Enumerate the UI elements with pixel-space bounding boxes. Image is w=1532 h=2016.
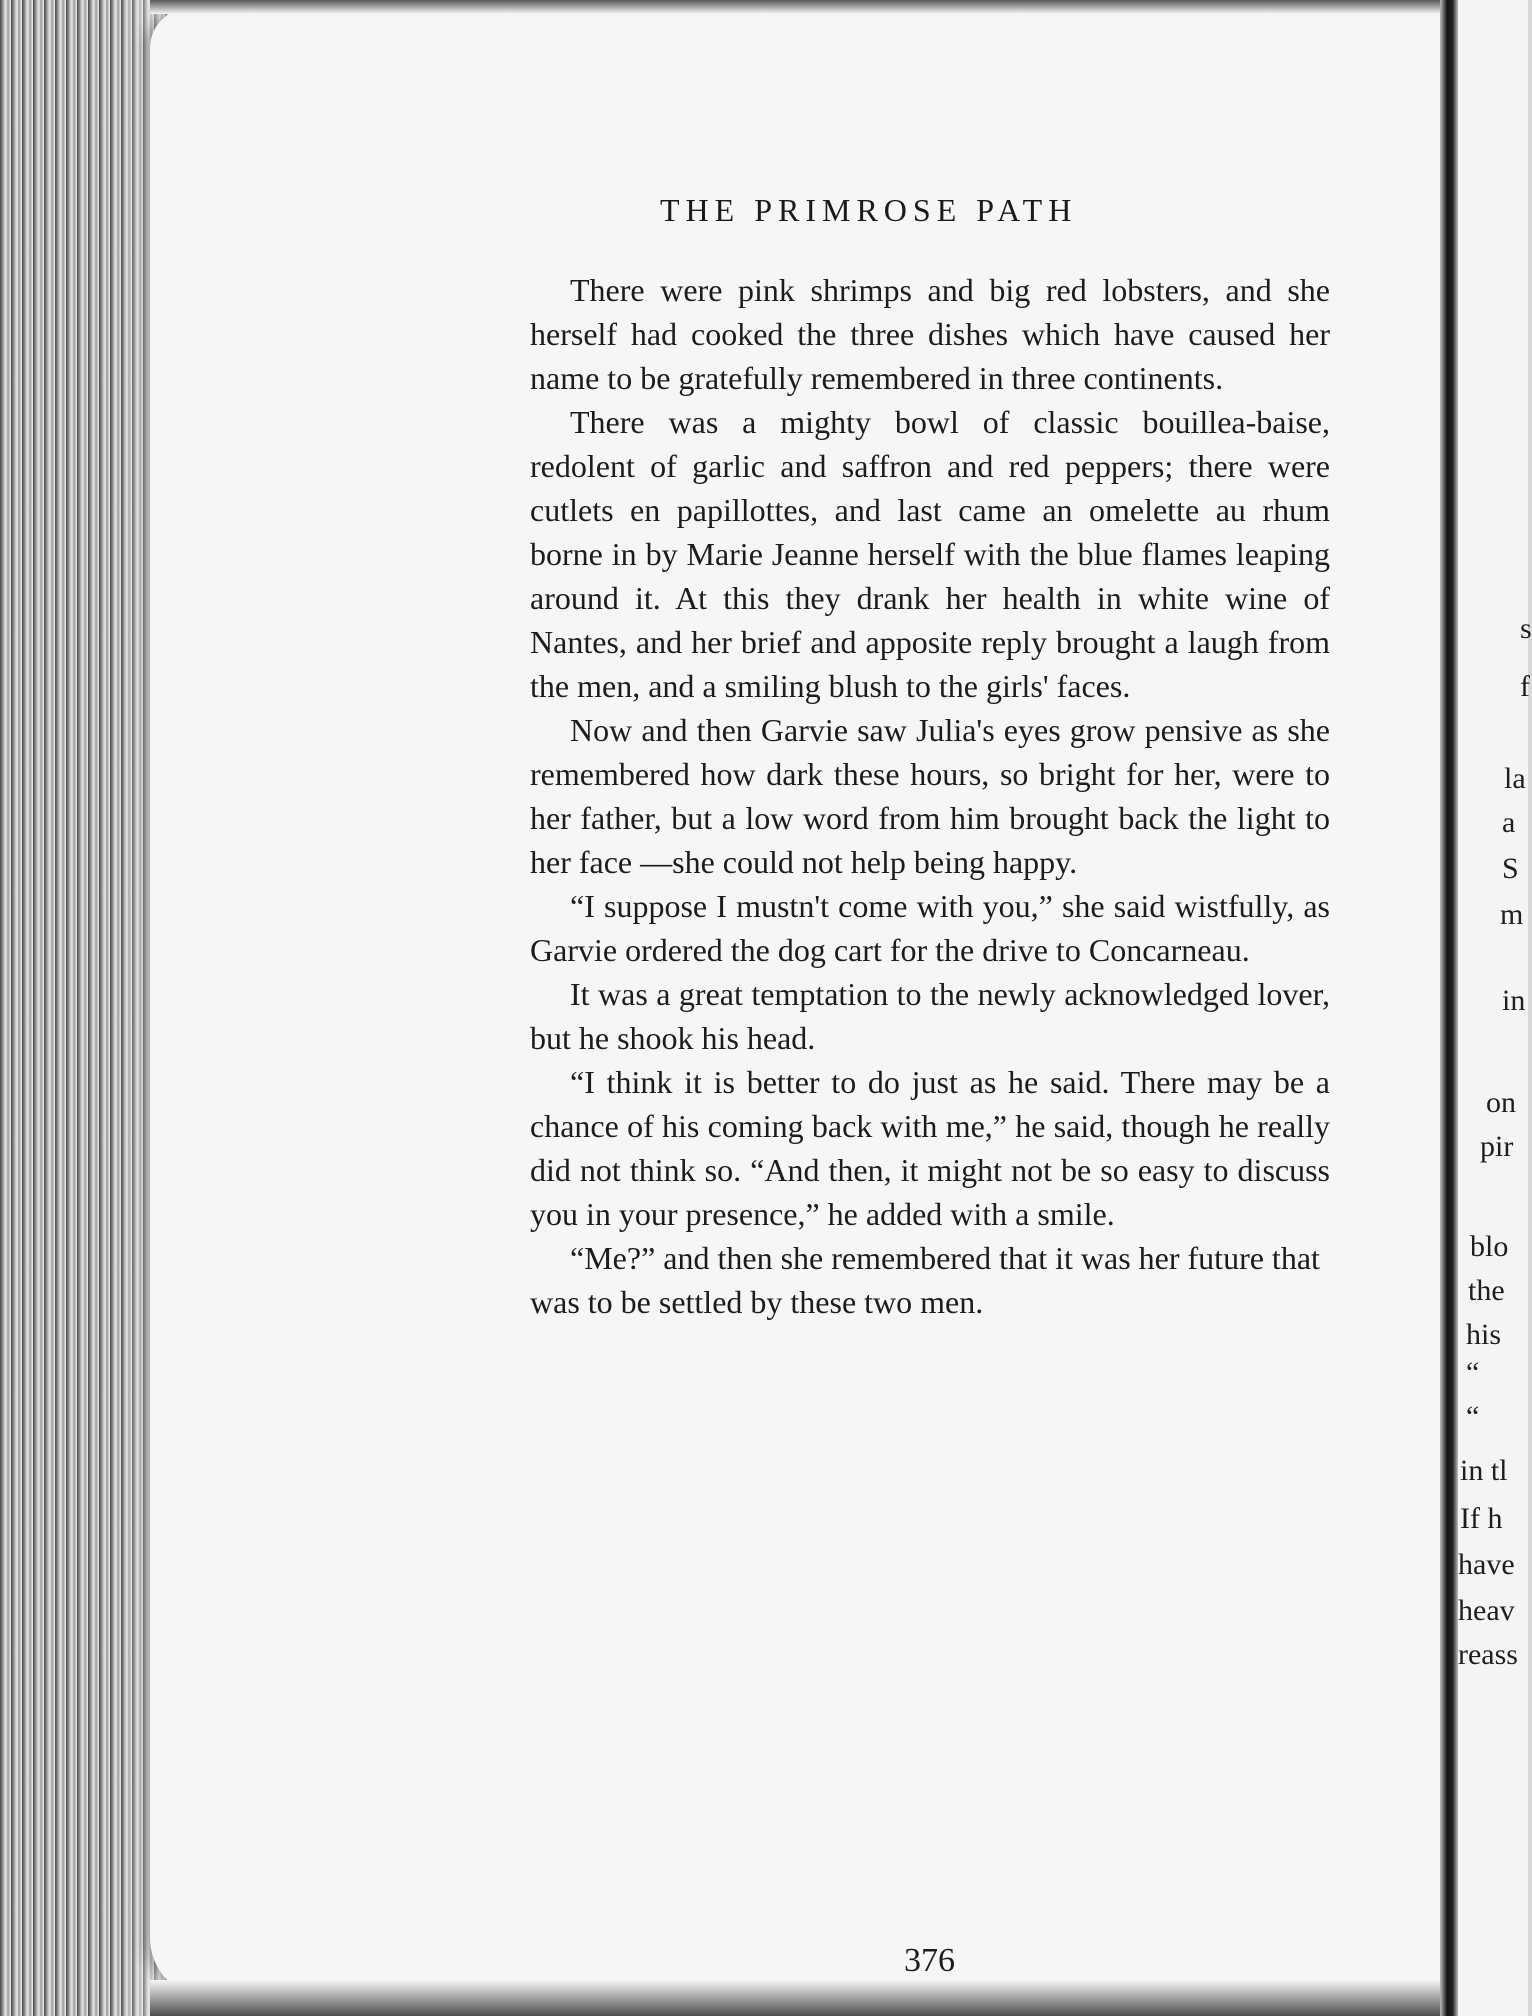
paragraph: There were pink shrimps and big red lobsters, and she herself had cooked the three dishes which have caused her name to be gratefully remembered in three continents. xyxy=(530,272,1330,396)
paragraph: “Me?” and then she remembered that it was her future that was to be settled by these two men. xyxy=(530,1240,1320,1320)
running-head: THE PRIMROSE PATH xyxy=(660,192,1078,228)
next-page-fragment: “ xyxy=(1466,1356,1480,1389)
next-page-fragment: heav xyxy=(1458,1594,1515,1627)
next-page-fragment: “ xyxy=(1466,1400,1480,1433)
next-page-fragment: pir xyxy=(1480,1130,1514,1163)
next-page-fragment: If h xyxy=(1460,1502,1503,1535)
bottom-shadow xyxy=(150,1980,1450,2016)
next-page-fragment: m xyxy=(1500,898,1524,931)
next-page-fragment: s xyxy=(1520,612,1532,645)
next-page-fragment: reass xyxy=(1458,1638,1518,1671)
next-page-fragment: the xyxy=(1468,1274,1505,1307)
next-page-fragment: his xyxy=(1466,1318,1502,1351)
top-shadow xyxy=(150,0,1450,14)
next-page-fragment: blo xyxy=(1470,1230,1509,1263)
next-page-fragment: S xyxy=(1502,852,1519,885)
next-page-fragment: on xyxy=(1486,1086,1516,1119)
paragraph: It was a great temptation to the newly acknowledged lover, but he shook his head. xyxy=(530,976,1330,1056)
paragraph: There was a mighty bowl of classic bouillea-baise, redolent of garlic and saffron and red peppers; there were cutlets en papillottes, and last came an omelette au rhum borne in by Marie Jeanne herself with the blue flames leaping around it. At this they drank her health in white wine of Nantes, and her brief and apposite reply brought a laugh from the men, and a smiling blush to the girls' faces. xyxy=(530,404,1330,704)
paragraph: Now and then Garvie saw Julia's eyes grow pensive as she remembered how dark these hours, so bright for her, were to her father, but a low word from him brought back the light to her face —she could not help being happy. xyxy=(530,712,1330,880)
next-page-fragment: have xyxy=(1458,1548,1515,1581)
paragraph: “I think it is better to do just as he said. There may be a chance of his coming back with me,” he said, though he really did not think so. “And then, it might not be so easy to discuss you in your presence,” he added with a smile. xyxy=(530,1064,1330,1232)
next-page xyxy=(1458,0,1532,2016)
text-block xyxy=(530,268,1330,1324)
paragraph: “I suppose I mustn't come with you,” she said wistfully, as Garvie ordered the dog cart for the drive to Concarneau. xyxy=(530,888,1330,968)
next-page-fragment: a xyxy=(1502,806,1516,839)
gutter xyxy=(1440,0,1458,2016)
next-page-fragment: in tl xyxy=(1460,1454,1508,1487)
folio: 376 xyxy=(904,1942,955,1979)
next-page-fragment: la xyxy=(1504,762,1526,795)
next-page-fragment: in xyxy=(1502,984,1526,1017)
next-page-fragment: f xyxy=(1520,670,1530,703)
